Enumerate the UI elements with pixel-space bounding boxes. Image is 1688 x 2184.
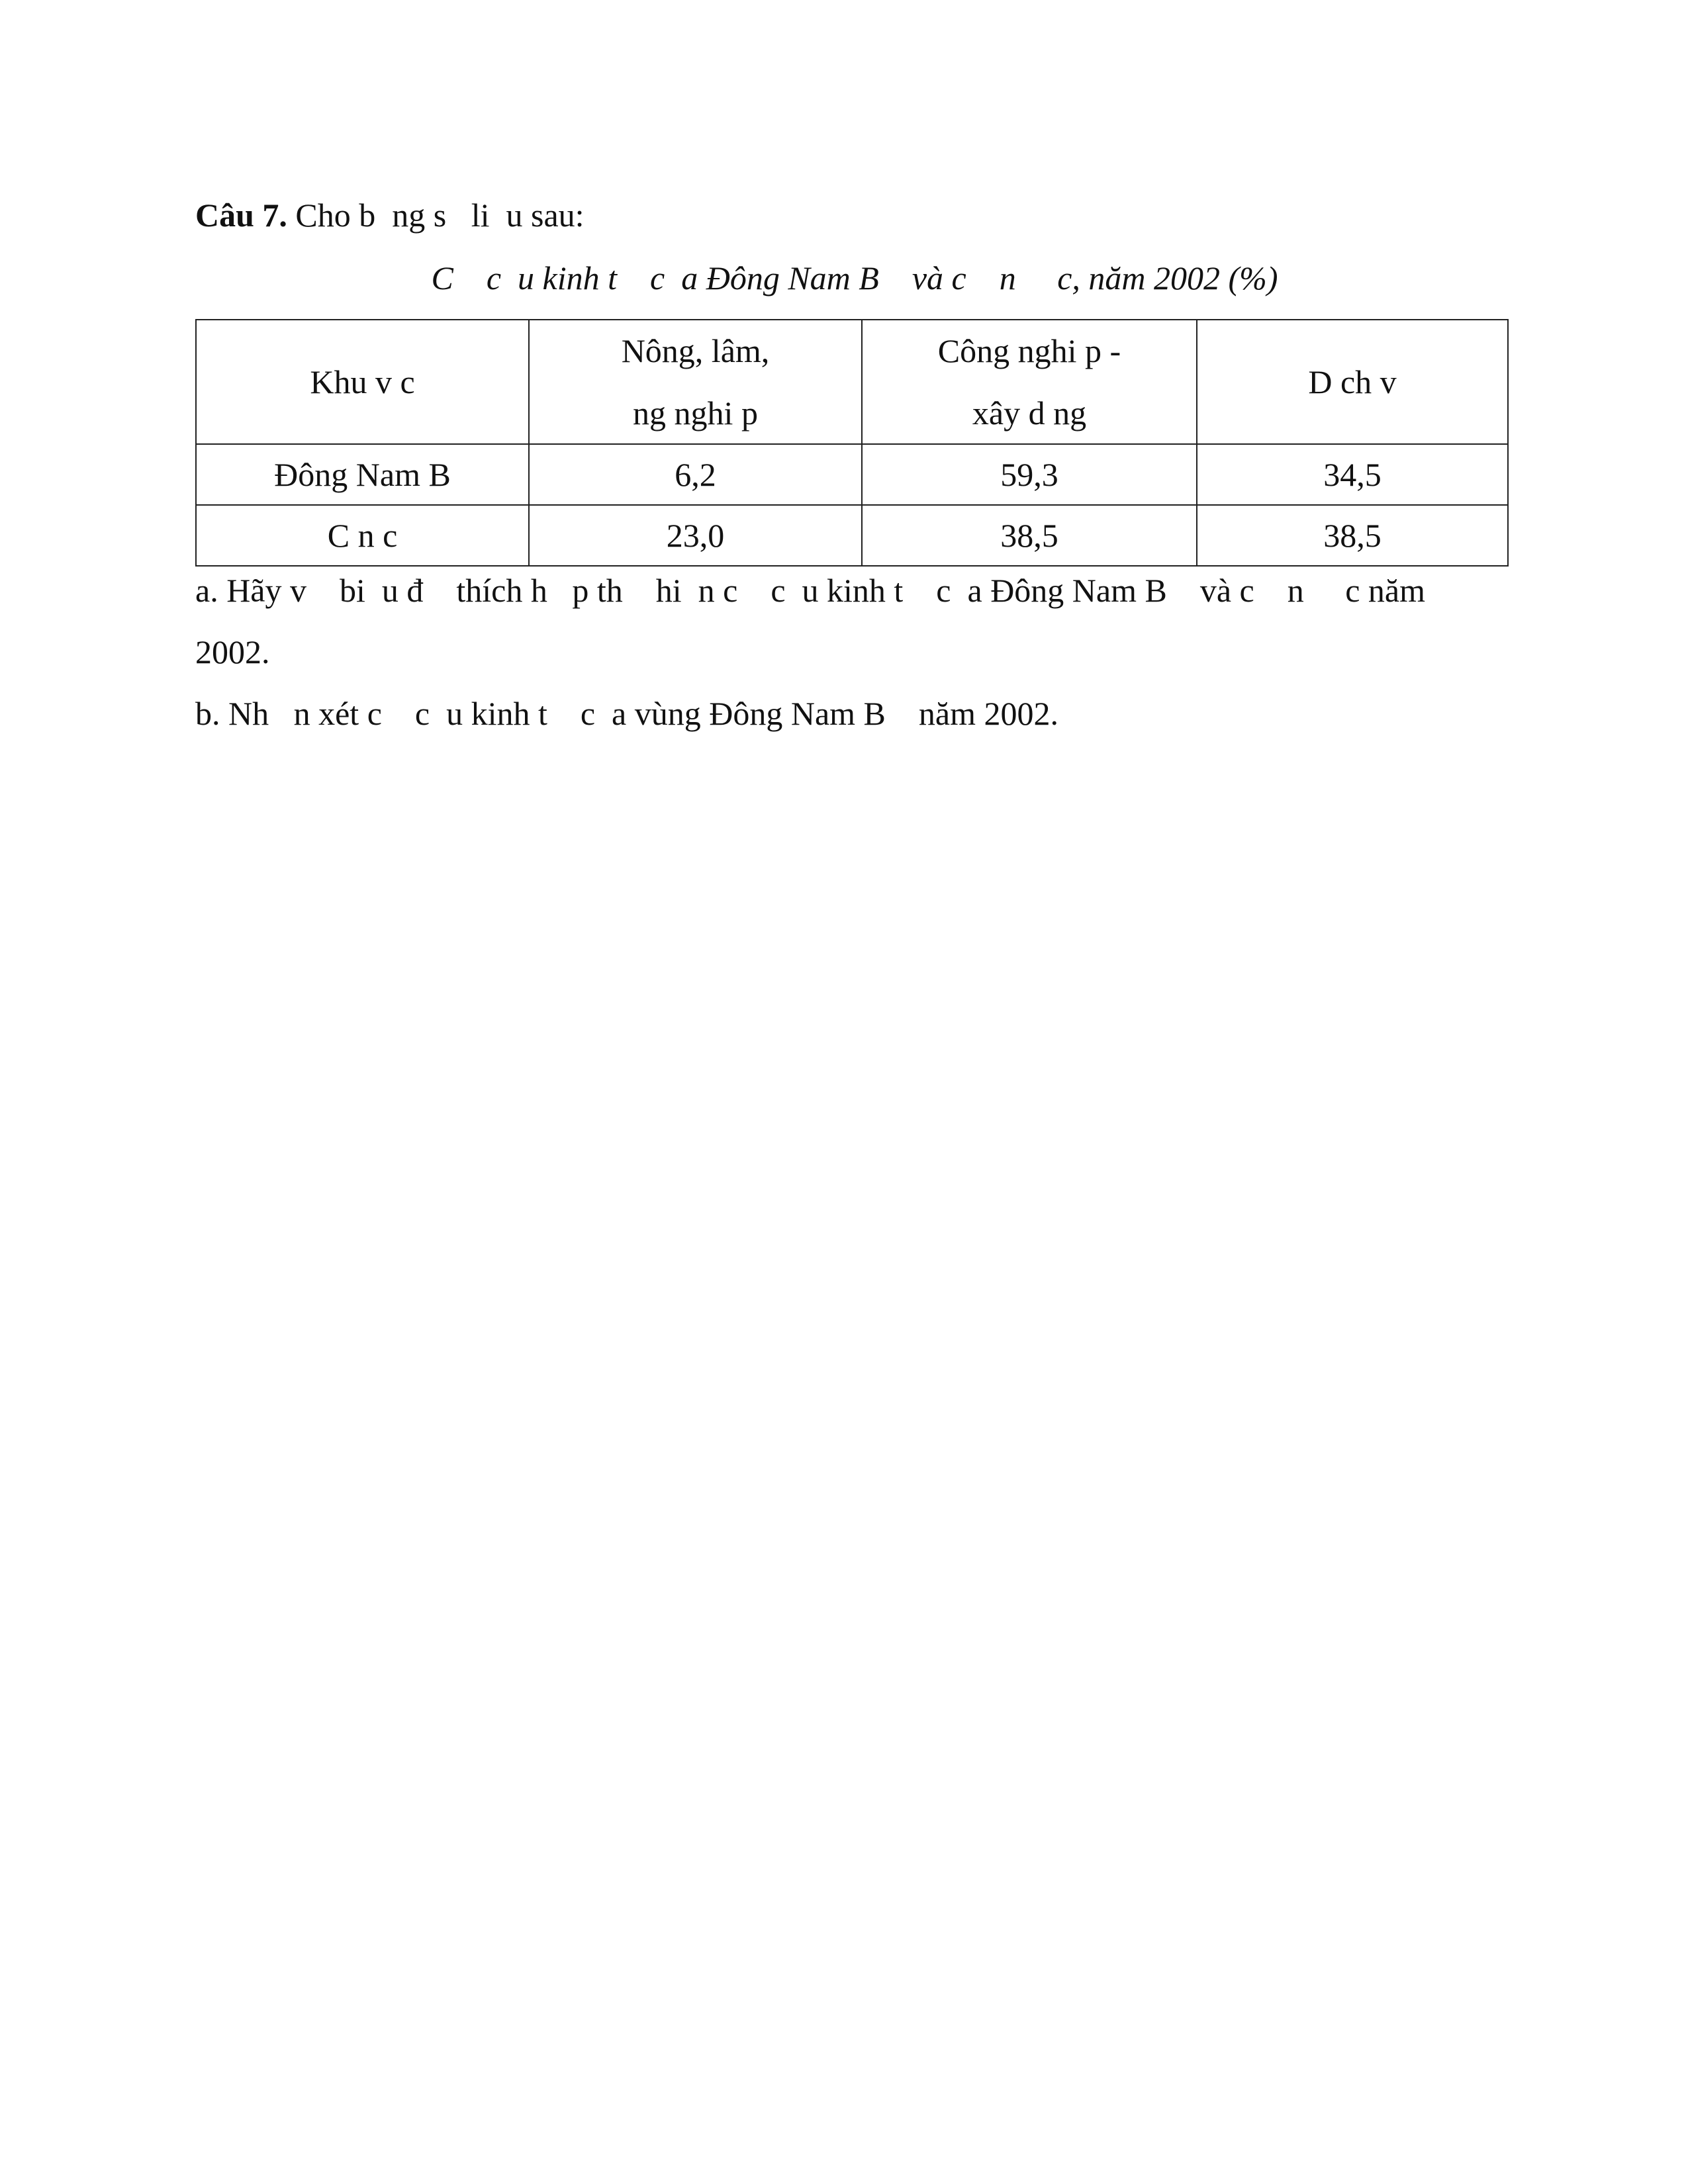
task-a-line1: a. Hãy v bi u đ thích h p th hi n c c u kinh t c a Đông Nam B và c n c năm xyxy=(195,572,1426,609)
question-line xyxy=(195,195,585,235)
table-row xyxy=(196,505,1508,566)
header-services xyxy=(1197,320,1508,444)
header-region-text: Khu v c xyxy=(310,363,415,400)
table-caption: C c u kinh t c a Đông Nam B và c n c, năm 2002 (%) xyxy=(431,259,1278,296)
header-agriculture-line2: ng nghi p xyxy=(633,394,758,432)
economic-structure-table xyxy=(195,319,1509,567)
header-industry-line2: xây d ng xyxy=(972,394,1087,432)
row-region-cell: Đông Nam B xyxy=(196,444,529,505)
table-row xyxy=(196,444,1508,505)
table-header-row xyxy=(196,320,1508,444)
value-cell: 38,5 xyxy=(1197,505,1508,566)
row-region-cell: C n c xyxy=(196,505,529,566)
question-intro: Cho b ng s li u sau: xyxy=(287,197,585,234)
header-industry-line1: Công nghi p - xyxy=(937,332,1121,369)
header-agriculture xyxy=(529,320,862,444)
value-cell: 34,5 xyxy=(1197,444,1508,505)
task-b: b. Nh n xét c c u kinh t c a vùng Đông Nam B năm 2002. xyxy=(195,695,1058,732)
value-cell: 59,3 xyxy=(862,444,1197,505)
header-industry xyxy=(862,320,1197,444)
value-cell: 6,2 xyxy=(529,444,862,505)
task-a-line2: 2002. xyxy=(195,633,270,670)
header-services-text: D ch v xyxy=(1308,363,1397,400)
value-cell: 38,5 xyxy=(862,505,1197,566)
header-agriculture-line1: Nông, lâm, xyxy=(621,332,770,369)
question-label: Câu 7. xyxy=(195,197,287,234)
header-region xyxy=(196,320,529,444)
value-cell: 23,0 xyxy=(529,505,862,566)
